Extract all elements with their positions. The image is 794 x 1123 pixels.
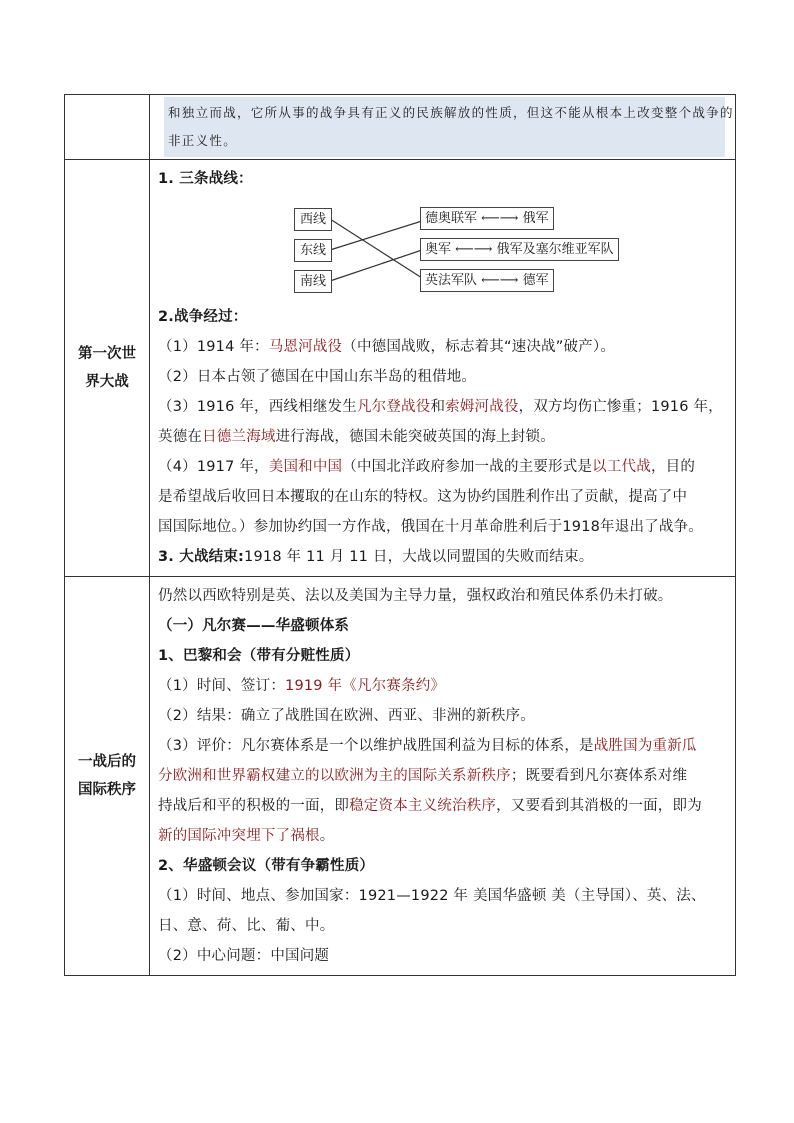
label-line: 一战后的: [78, 754, 136, 770]
section-heading: 2.战争经过：: [158, 309, 248, 325]
text-line: [158, 821, 729, 851]
text-line: （1）时间、地点、参加国家：1921—1922 年 美国华盛顿 美（主导国）、英、法、: [158, 888, 706, 904]
text-span: （3）评价：凡尔赛体系是一个以维护战胜国利益为目标的体系，是: [158, 738, 594, 754]
text-span: 。: [319, 828, 335, 844]
front-box-west: 西线: [294, 208, 332, 231]
content-cell: [150, 160, 736, 577]
text-line: 和独立而战，它所从事的战争具有正义的民族解放的性质，但这不能从根本上改变整个战争的: [168, 105, 734, 120]
highlight-text: 美国和中国: [268, 459, 343, 475]
text-span: 1918 年 11 月 11 日，大战以同盟国的失败而结束。: [244, 549, 594, 565]
text-line: [158, 542, 729, 572]
text-line: 日、意、荷、比、葡、中。: [158, 918, 335, 934]
table-row: [65, 577, 736, 976]
text-span: （1）时间、签订：: [158, 678, 286, 694]
text-span: 和: [430, 399, 446, 415]
highlight-text: 分欧洲和世界霸权建立的以欧洲为主的国际关系新秩序: [158, 768, 511, 784]
text-line: [158, 671, 729, 701]
highlight-text: 马恩河战役: [268, 339, 343, 355]
content-cell: [150, 577, 736, 976]
text-line: [158, 452, 729, 482]
combatants-box-east: [420, 238, 619, 261]
text-span: （1）1914 年：: [158, 339, 269, 355]
text-span: 持战后和平的积极的一面，即: [158, 798, 350, 814]
text-line: 国国际地位。）参加协约国一方作战，俄国在十月革命胜利后于1918年退出了战争。: [158, 519, 703, 535]
combatant-a: 德奥联军: [425, 211, 478, 226]
text-span: ，双方均伤亡惨重；1916 年，: [518, 399, 723, 415]
notes-table: [64, 94, 736, 976]
text-line: （2）结果：确立了战胜国在欧洲、西亚、非洲的新秩序。: [158, 708, 535, 724]
text-span: 英德在: [158, 429, 203, 445]
table-row: [65, 160, 736, 577]
combatant-b: 俄军: [522, 211, 549, 226]
double-arrow-icon: ⟵⟶: [481, 273, 519, 288]
text-line: （2）中心问题：中国问题: [158, 948, 330, 964]
double-arrow-icon: ⟵⟶: [455, 242, 493, 257]
row-label-ww1: [65, 160, 150, 577]
section-heading: 3. 大战结束:: [158, 549, 245, 565]
highlight-text: 以工代战: [592, 459, 651, 475]
text-line: [158, 791, 729, 821]
text-span: （3）1916 年，西线相继发生: [158, 399, 357, 415]
continued-highlight-box: [164, 97, 734, 157]
text-span: （中国北洋政府参加一战的主要形式是: [342, 459, 593, 475]
combatants-box-west: [420, 207, 554, 230]
text-span: ；既要看到凡尔赛体系对维: [510, 768, 688, 784]
combatant-b: 德军: [522, 273, 549, 288]
text-span: （4）1917 年，: [158, 459, 269, 475]
highlight-text: 战胜国为重新瓜: [593, 738, 697, 754]
combatants-box-south: [420, 269, 554, 292]
front-box-south: 南线: [294, 270, 332, 293]
combatant-b: 俄军及塞尔维亚军队: [496, 242, 614, 257]
text-span: ，又要看到其消极的一面，即为: [496, 798, 702, 814]
section-heading: （一）凡尔赛——华盛顿体系: [158, 618, 350, 634]
text-span: ，目的: [650, 459, 696, 475]
text-line: [158, 731, 729, 761]
highlight-text: 索姆河战役: [445, 399, 519, 415]
section-heading: 2、华盛顿会议（带有争霸性质）: [158, 858, 375, 874]
content-cell: [150, 95, 736, 160]
table-row: [65, 95, 736, 160]
highlight-text: 日德兰海域: [202, 429, 276, 445]
text-line: [158, 422, 729, 452]
highlight-text: 新的国际冲突埋下了祸根: [158, 828, 320, 844]
text-span: （中德国战败，标志着其“速决战”破产）。: [342, 339, 616, 355]
highlight-text: 凡尔登战役: [356, 399, 431, 415]
row-label-postwar-order: [65, 577, 150, 976]
combatant-a: 英法军队: [425, 273, 478, 288]
empty-label-cell: [65, 95, 150, 160]
text-line: 是希望战后收回日本攫取的在山东的特权。这为协约国胜利作出了贡献，提高了中: [158, 489, 688, 505]
highlight-text: 1919 年《凡尔赛条约》: [285, 678, 446, 694]
text-line: [158, 332, 729, 362]
text-line: 仍然以西欧特别是英、法以及美国为主导力量，强权政治和殖民体系仍未打破。: [158, 588, 673, 604]
text-span: 进行海战，德国未能突破英国的海上封锁。: [275, 429, 555, 445]
label-line: 国际秩序: [78, 782, 136, 798]
section-heading: 1. 三条战线：: [158, 171, 253, 187]
label-line: 第一次世: [78, 346, 136, 362]
fronts-diagram: [158, 194, 729, 302]
combatant-a: 奥军: [425, 242, 452, 257]
section-heading: 1、巴黎和会（带有分赃性质）: [158, 648, 360, 664]
text-line: （2）日本占领了德国在中国山东半岛的租借地。: [158, 369, 477, 385]
text-line: 非正义性。: [168, 133, 238, 148]
double-arrow-icon: ⟵⟶: [481, 211, 519, 226]
text-line: [158, 392, 729, 422]
text-line: [158, 761, 729, 791]
front-box-east: 东线: [294, 239, 332, 262]
highlight-text: 稳定资本主义统治秩序: [349, 798, 497, 814]
label-line: 界大战: [85, 374, 129, 390]
